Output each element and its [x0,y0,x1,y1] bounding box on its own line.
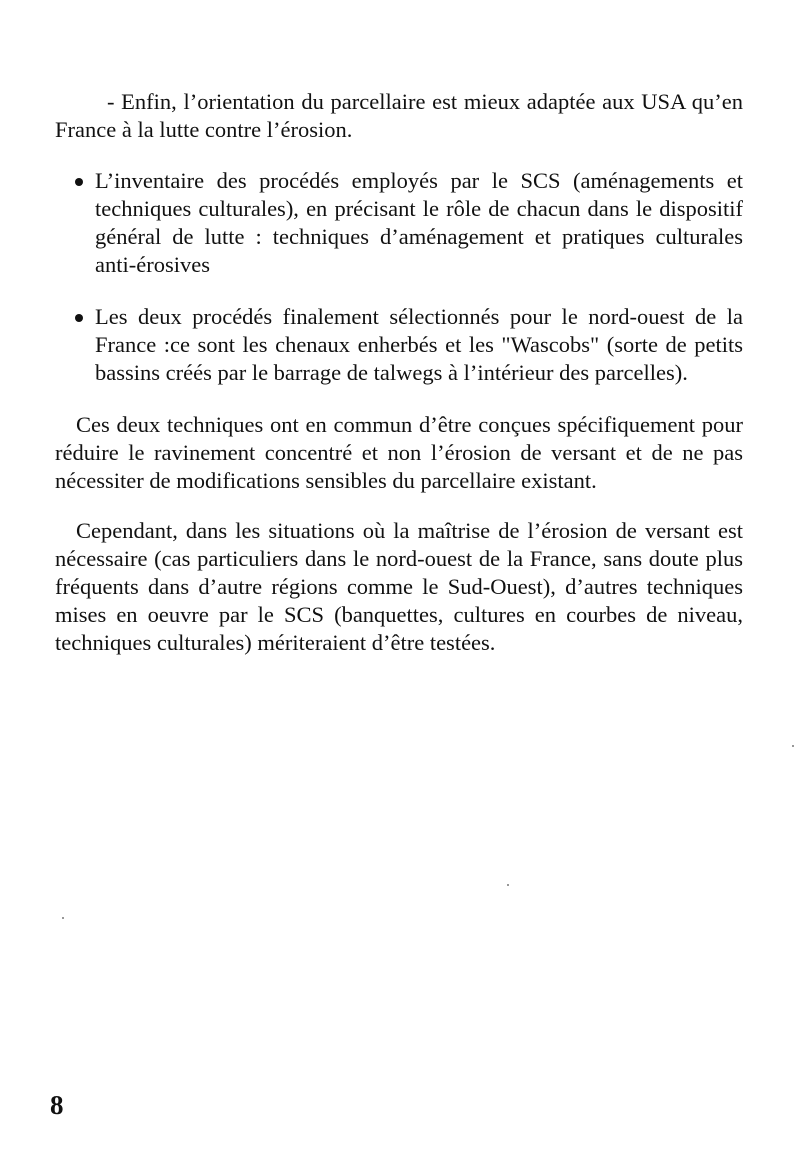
scan-speck [792,745,794,747]
scan-speck [507,884,509,886]
bullet-icon [75,178,83,186]
bullet-list-item [55,167,743,279]
page-number: 8 [50,1090,64,1120]
bullet-icon [75,314,83,322]
scan-speck [62,917,64,919]
dash-list-item: - Enfin, l’orientation du parcellaire est mieux adaptée aux USA qu’en France à la lutte contre l’érosion. [55,89,743,142]
body-paragraph: Cependant, dans les situations où la maîtrise de l’érosion de versant est nécessaire (cas particuliers dans le nord-ouest de la France, sans doute plus fréquents dans d’autre régions comme le Sud-Ouest), d’autres techniques mises en oeuvre par le SCS (banquettes, cultures en courbes de niveau, techniques culturales) mériteraient d’être testées. [55,518,743,655]
page-content [55,88,743,679]
body-paragraph: Ces deux techniques ont en commun d’être conçues spécifiquement pour réduire le ravinement concentré et non l’érosion de versant et de ne pas nécessiter de modifications sensibles du parcellaire existant. [55,412,743,493]
bullet-text: Les deux procédés finalement sélectionnés pour le nord-ouest de la France :ce sont les chenaux enherbés et les "Wascobs" (sorte de petits bassins créés par le barrage de talwegs à l’intérieur des parcelles). [95,304,743,385]
bullet-list-item [55,303,743,387]
bullet-text: L’inventaire des procédés employés par le SCS (aménagements et techniques culturales), en précisant le rôle de chacun dans le dispositif général de lutte : techniques d’aménagement et pratiques culturales anti-érosives [95,168,743,277]
